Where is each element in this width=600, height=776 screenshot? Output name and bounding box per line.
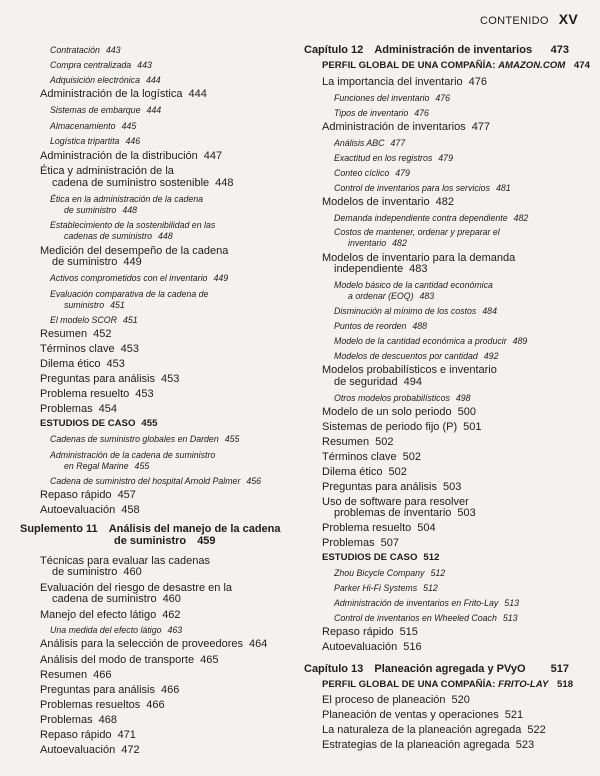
toc-entry-page: 492 bbox=[483, 351, 499, 361]
toc-entry bbox=[334, 107, 429, 119]
toc-entry-page: 477 bbox=[471, 121, 491, 133]
chapter-13-heading bbox=[304, 663, 569, 675]
toc-entry-title: Preguntas para análisis bbox=[40, 684, 155, 696]
toc-entry-title: Modelo básico de la cantidad económica bbox=[334, 280, 493, 290]
toc-entry-page: 462 bbox=[162, 609, 181, 621]
toc-entry bbox=[40, 504, 140, 516]
toc-entry-title: Administración de la distribución bbox=[40, 150, 198, 162]
toc-entry-title: Tipos de inventario bbox=[334, 108, 409, 118]
toc-entry-title: Conteo cíclico bbox=[334, 168, 390, 178]
toc-entry-title: Puntos de reorden bbox=[334, 321, 407, 331]
toc-entry-title: Problemas bbox=[322, 537, 375, 549]
toc-entry bbox=[50, 272, 228, 284]
toc-entry bbox=[334, 392, 471, 404]
toc-entry-title: Adquisición electrónica bbox=[50, 75, 140, 85]
toc-entry bbox=[322, 76, 487, 88]
toc-entry-page: 479 bbox=[438, 153, 453, 163]
toc-entry-page: 449 bbox=[123, 256, 142, 268]
toc-entry-title: ESTUDIOS DE CASO bbox=[322, 552, 418, 563]
supplement-label: Suplemento 11 bbox=[20, 523, 98, 535]
toc-entry-title: independiente bbox=[334, 263, 404, 275]
toc-entry-title: Establecimiento de la sostenibilidad en las bbox=[50, 220, 216, 230]
toc-entry-page: 482 bbox=[513, 213, 529, 223]
toc-entry-title: Manejo del efecto látigo bbox=[40, 609, 157, 621]
toc-entry bbox=[52, 256, 142, 268]
supplement-title-line2: de suministro bbox=[114, 535, 187, 547]
toc-entry-page: 448 bbox=[158, 231, 173, 241]
toc-entry-page: 454 bbox=[98, 403, 117, 415]
toc-entry-page: 488 bbox=[412, 321, 428, 331]
toc-entry-title: La importancia del inventario bbox=[322, 76, 463, 88]
toc-entry bbox=[322, 421, 481, 433]
toc-entry-page: 513 bbox=[504, 598, 519, 608]
toc-entry-page: 494 bbox=[403, 376, 422, 388]
toc-entry bbox=[322, 552, 439, 564]
toc-entry bbox=[40, 638, 267, 650]
toc-entry-page: 476 bbox=[414, 108, 429, 118]
toc-entry bbox=[40, 343, 139, 355]
toc-entry-title: Resumen bbox=[322, 436, 370, 448]
toc-entry-page: 502 bbox=[402, 451, 421, 463]
toc-entry-page: 443 bbox=[137, 60, 152, 70]
toc-entry-title: ESTUDIOS DE CASO bbox=[40, 418, 136, 429]
toc-entry-page: 453 bbox=[135, 388, 154, 400]
chapter-12-label: Capítulo 12 bbox=[304, 44, 364, 56]
toc-entry-title: Preguntas para análisis bbox=[322, 481, 437, 493]
toc-entry bbox=[322, 406, 476, 418]
toc-entry-title: Problema resuelto bbox=[40, 388, 130, 400]
toc-entry bbox=[322, 724, 546, 736]
toc-entry-title: Autoevaluación bbox=[40, 504, 116, 516]
toc-entry-page: 458 bbox=[121, 504, 140, 516]
toc-entry-page: 479 bbox=[395, 168, 410, 178]
toc-entry-title: Demanda independiente contra dependiente bbox=[334, 213, 508, 223]
toc-entry bbox=[334, 92, 450, 104]
toc-entry bbox=[50, 44, 121, 56]
toc-entry-page: 471 bbox=[117, 729, 136, 741]
toc-entry-page: 443 bbox=[105, 45, 121, 55]
toc-entry bbox=[322, 436, 393, 448]
supplement-title-line1: Análisis del manejo de la cadena bbox=[108, 523, 281, 535]
profile-page: 474 bbox=[573, 60, 590, 71]
toc-entry-title: Sistemas de embarque bbox=[50, 105, 141, 115]
chapter-12-heading bbox=[304, 44, 569, 56]
toc-entry-title: de suministro bbox=[64, 205, 117, 215]
chapter-13-label: Capítulo 13 bbox=[304, 663, 364, 675]
toc-entry-title: Activos comprometidos con el inventario bbox=[50, 273, 208, 283]
toc-entry-page: 500 bbox=[457, 406, 477, 418]
toc-entry-page: 503 bbox=[442, 481, 462, 493]
toc-entry bbox=[322, 481, 461, 493]
toc-entry-title: de suministro bbox=[52, 566, 118, 578]
toc-entry bbox=[64, 460, 149, 472]
toc-entry bbox=[334, 152, 453, 164]
toc-entry-title: Repaso rápido bbox=[40, 489, 112, 501]
toc-entry-title: Evaluación del riesgo de desastre en la bbox=[40, 582, 233, 594]
toc-entry-page: 453 bbox=[120, 343, 139, 355]
toc-entry-page: 498 bbox=[455, 393, 471, 403]
toc-entry bbox=[50, 120, 136, 132]
toc-entry-page: 452 bbox=[93, 328, 112, 340]
toc-entry bbox=[334, 212, 528, 224]
toc-entry bbox=[348, 237, 407, 249]
toc-entry-title: Cadena de suministro del hospital Arnold Palmer bbox=[50, 476, 241, 486]
toc-entry-title: Repaso rápido bbox=[322, 626, 394, 638]
toc-entry-title: Exactitud en los registros bbox=[334, 153, 433, 163]
toc-entry bbox=[50, 74, 161, 86]
toc-entry-page: 455 bbox=[134, 461, 150, 471]
toc-entry-title: cadena de suministro bbox=[52, 593, 157, 605]
toc-entry-page: 501 bbox=[463, 421, 482, 433]
toc-entry-title: cadenas de suministro bbox=[64, 231, 153, 241]
toc-entry-page: 483 bbox=[419, 291, 435, 301]
toc-entry-title: Modelos de descuentos por cantidad bbox=[334, 351, 478, 361]
chapter-12-title: Administración de inventarios bbox=[374, 44, 533, 56]
toc-entry-page: 481 bbox=[495, 183, 511, 193]
toc-entry-page: 464 bbox=[249, 638, 268, 650]
toc-entry bbox=[334, 612, 518, 624]
toc-entry-page: 489 bbox=[512, 336, 528, 346]
toc-entry-title: Control de inventarios en Wheeled Coach bbox=[334, 613, 497, 623]
toc-entry-title: Problemas bbox=[40, 714, 93, 726]
toc-entry bbox=[334, 567, 445, 579]
toc-entry-page: 444 bbox=[145, 75, 161, 85]
profile-label: PERFIL GLOBAL DE UNA COMPAÑÍA: bbox=[322, 60, 496, 71]
toc-entry bbox=[40, 88, 207, 100]
toc-entry-title: Administración de la logística bbox=[40, 88, 183, 100]
toc-entry bbox=[334, 182, 511, 194]
toc-entry-title: Administración de inventarios en Frito-Lay bbox=[334, 598, 499, 608]
toc-entry-title: Contratación bbox=[50, 45, 100, 55]
toc-entry-title: Funciones del inventario bbox=[334, 93, 430, 103]
toc-entry-page: 444 bbox=[188, 88, 207, 100]
toc-entry-title: Problemas bbox=[40, 403, 93, 415]
toc-entry bbox=[322, 451, 421, 463]
toc-entry bbox=[40, 609, 181, 621]
toc-entry-title: Disminución al mínimo de los costos bbox=[334, 306, 477, 316]
toc-entry bbox=[50, 104, 161, 116]
toc-entry-title: El modelo SCOR bbox=[50, 315, 117, 325]
toc-entry bbox=[322, 641, 422, 653]
toc-entry bbox=[40, 328, 111, 340]
supplement-heading-line2 bbox=[114, 535, 216, 547]
toc-entry-title: Almacenamiento bbox=[50, 121, 116, 131]
toc-entry bbox=[334, 376, 422, 388]
supplement-heading bbox=[20, 523, 281, 535]
toc-entry-title: Análisis ABC bbox=[334, 138, 385, 148]
toc-entry bbox=[322, 522, 436, 534]
toc-entry bbox=[334, 263, 427, 275]
toc-entry-page: 512 bbox=[423, 583, 438, 593]
toc-entry-title: Dilema ético bbox=[40, 358, 101, 370]
toc-entry-page: 448 bbox=[122, 205, 138, 215]
toc-entry bbox=[40, 654, 218, 666]
toc-entry-page: 457 bbox=[117, 489, 136, 501]
toc-entry bbox=[322, 364, 497, 376]
toc-entry bbox=[52, 566, 142, 578]
toc-entry-page: 468 bbox=[98, 714, 117, 726]
toc-entry-title: Sistemas de periodo fijo (P) bbox=[322, 421, 458, 433]
toc-entry bbox=[322, 694, 470, 706]
toc-entry bbox=[334, 320, 427, 332]
toc-entry bbox=[52, 177, 234, 189]
toc-entry-page: 453 bbox=[106, 358, 125, 370]
toc-entry-page: 502 bbox=[375, 436, 394, 448]
toc-entry-page: 504 bbox=[417, 522, 436, 534]
toc-entry bbox=[348, 290, 434, 302]
toc-entry bbox=[40, 684, 179, 696]
toc-entry-page: 445 bbox=[121, 121, 137, 131]
toc-entry-page: 513 bbox=[502, 613, 518, 623]
toc-entry bbox=[334, 507, 476, 519]
toc-entry-title: suministro bbox=[64, 300, 105, 310]
toc-entry-page: 455 bbox=[224, 434, 240, 444]
toc-entry-page: 460 bbox=[162, 593, 181, 605]
toc-entry bbox=[40, 165, 174, 177]
toc-entry-title: Costos de mantener, ordenar y preparar el bbox=[334, 227, 500, 237]
toc-entry-page: 449 bbox=[213, 273, 229, 283]
toc-entry-title: Modelos de inventario bbox=[322, 196, 430, 208]
toc-entry-title: Administración de la cadena de suministro bbox=[50, 450, 216, 460]
toc-entry bbox=[50, 314, 138, 326]
toc-entry-page: 453 bbox=[160, 373, 180, 385]
toc-entry-title: Evaluación comparativa de la cadena de bbox=[50, 289, 209, 299]
toc-entry-page: 447 bbox=[203, 150, 223, 162]
toc-entry-page: 446 bbox=[125, 136, 141, 146]
toc-entry-page: 512 bbox=[423, 552, 440, 563]
chapter-13-title: Planeación agregada y PVyO bbox=[374, 663, 526, 675]
toc-entry-title: Cadenas de suministro globales en Darden bbox=[50, 434, 219, 444]
toc-entry bbox=[322, 121, 490, 133]
toc-entry bbox=[334, 350, 498, 362]
toc-entry bbox=[50, 59, 152, 71]
toc-entry-title: Preguntas para análisis bbox=[40, 373, 155, 385]
chapter-12-page: 473 bbox=[550, 44, 569, 56]
toc-entry-page: 483 bbox=[409, 263, 428, 275]
toc-entry-title: Autoevaluación bbox=[40, 744, 116, 756]
toc-entry-title: Técnicas para evaluar las cadenas bbox=[40, 555, 210, 567]
toc-entry-title: en Regal Marine bbox=[64, 461, 129, 471]
toc-entry-page: 521 bbox=[504, 709, 524, 721]
toc-entry-page: 444 bbox=[146, 105, 162, 115]
toc-entry bbox=[64, 230, 173, 242]
toc-entry-page: 516 bbox=[403, 641, 422, 653]
toc-entry bbox=[322, 466, 407, 478]
toc-entry-page: 477 bbox=[390, 138, 406, 148]
toc-entry-title: Parker Hi-Fi Systems bbox=[334, 583, 418, 593]
toc-entry bbox=[334, 582, 438, 594]
toc-entry-title: Administración de inventarios bbox=[322, 121, 466, 133]
running-header bbox=[480, 11, 578, 27]
toc-entry-title: cadena de suministro sostenible bbox=[52, 177, 210, 189]
toc-entry-title: Resumen bbox=[40, 328, 88, 340]
toc-entry-page: 455 bbox=[141, 418, 158, 429]
toc-entry bbox=[50, 475, 261, 487]
toc-entry-title: Repaso rápido bbox=[40, 729, 112, 741]
toc-entry-title: Estrategias de la planeación agregada bbox=[322, 739, 510, 751]
toc-entry-title: Análisis para la selección de proveedores bbox=[40, 638, 244, 650]
chapter-13-page: 517 bbox=[550, 663, 569, 675]
toc-entry bbox=[40, 373, 179, 385]
toc-entry-page: 448 bbox=[215, 177, 234, 189]
toc-entry-page: 466 bbox=[93, 669, 112, 681]
toc-entry-title: Ética y administración de la bbox=[40, 165, 174, 177]
toc-entry bbox=[52, 593, 181, 605]
toc-entry-page: 476 bbox=[435, 93, 451, 103]
page-number: XV bbox=[558, 11, 578, 27]
toc-entry-title: Modelos de inventario para la demanda bbox=[322, 252, 516, 264]
toc-entry-title: Modelo de un solo periodo bbox=[322, 406, 452, 418]
toc-entry-title: Términos clave bbox=[40, 343, 115, 355]
toc-entry bbox=[334, 137, 405, 149]
toc-entry bbox=[322, 709, 523, 721]
toc-entry bbox=[322, 739, 534, 751]
toc-entry bbox=[322, 196, 454, 208]
toc-entry-page: 482 bbox=[435, 196, 454, 208]
toc-entry-title: Logística tripartita bbox=[50, 136, 120, 146]
toc-entry bbox=[40, 489, 136, 501]
toc-entry bbox=[40, 699, 165, 711]
toc-entry-title: Compra centralizada bbox=[50, 60, 132, 70]
toc-entry bbox=[40, 403, 117, 415]
toc-entry-title: de seguridad bbox=[334, 376, 398, 388]
toc-entry bbox=[64, 299, 125, 311]
toc-entry-title: Modelo de la cantidad económica a producir bbox=[334, 336, 507, 346]
toc-entry-title: Autoevaluación bbox=[322, 641, 398, 653]
toc-entry-title: Control de inventarios para los servicios bbox=[334, 183, 490, 193]
toc-entry bbox=[322, 626, 418, 638]
toc-entry-title: Problema resuelto bbox=[322, 522, 412, 534]
toc-entry bbox=[40, 669, 111, 681]
toc-entry-page: 515 bbox=[399, 626, 418, 638]
toc-entry-page: 456 bbox=[246, 476, 262, 486]
toc-entry-page: 460 bbox=[123, 566, 142, 578]
toc-entry-title: Medición del desempeño de la cadena bbox=[40, 245, 229, 257]
toc-entry bbox=[40, 714, 117, 726]
toc-entry-page: 484 bbox=[482, 306, 497, 316]
toc-entry bbox=[334, 335, 527, 347]
toc-entry bbox=[322, 537, 399, 549]
toc-entry-page: 463 bbox=[167, 625, 183, 635]
toc-entry-title: problemas de inventario bbox=[334, 507, 452, 519]
toc-entry-title: inventario bbox=[348, 238, 387, 248]
toc-entry-page: 466 bbox=[146, 699, 165, 711]
toc-entry bbox=[50, 624, 182, 636]
toc-entry-title: El proceso de planeación bbox=[322, 694, 446, 706]
toc-entry bbox=[40, 150, 222, 162]
toc-entry bbox=[40, 744, 140, 756]
toc-entry-page: 472 bbox=[121, 744, 140, 756]
toc-entry-page: 476 bbox=[468, 76, 487, 88]
chapter-12-profile bbox=[322, 60, 590, 72]
toc-entry-page: 512 bbox=[430, 568, 446, 578]
toc-entry-title: Problemas resueltos bbox=[40, 699, 141, 711]
toc-entry bbox=[334, 167, 410, 179]
toc-entry-page: 523 bbox=[515, 739, 535, 751]
chapter-13-profile bbox=[322, 679, 573, 691]
profile-company: AMAZON.COM bbox=[498, 60, 566, 71]
toc-entry-page: 482 bbox=[392, 238, 407, 248]
toc-entry bbox=[50, 433, 239, 445]
toc-entry-title: Modelos probabilísticos e inventario bbox=[322, 364, 497, 376]
toc-entry-title: Uso de software para resolver bbox=[322, 496, 469, 508]
toc-entry-page: 451 bbox=[110, 300, 125, 310]
supplement-page: 459 bbox=[197, 535, 216, 547]
toc-entry-page: 507 bbox=[380, 537, 399, 549]
toc-entry-title: a ordenar (EOQ) bbox=[348, 291, 414, 301]
profile-label: PERFIL GLOBAL DE UNA COMPAÑÍA: bbox=[322, 679, 496, 690]
toc-entry-page: 465 bbox=[200, 654, 219, 666]
toc-entry bbox=[40, 358, 125, 370]
toc-entry-title: de suministro bbox=[52, 256, 118, 268]
toc-entry-page: 451 bbox=[122, 315, 138, 325]
toc-entry bbox=[40, 729, 136, 741]
toc-entry-page: 503 bbox=[457, 507, 476, 519]
toc-entry-page: 502 bbox=[388, 466, 407, 478]
toc-entry-title: La naturaleza de la planeación agregada bbox=[322, 724, 522, 736]
toc-entry-title: Términos clave bbox=[322, 451, 397, 463]
profile-company: FRITO-LAY bbox=[498, 679, 549, 690]
section-title: CONTENIDO bbox=[480, 15, 549, 27]
toc-entry-title: Otros modelos probabilísticos bbox=[334, 393, 450, 403]
toc-entry-title: Dilema ético bbox=[322, 466, 383, 478]
toc-entry bbox=[40, 418, 157, 430]
toc-entry bbox=[334, 305, 497, 317]
profile-page: 518 bbox=[557, 679, 574, 690]
toc-entry-title: Planeación de ventas y operaciones bbox=[322, 709, 499, 721]
toc-entry-title: Resumen bbox=[40, 669, 88, 681]
toc-entry-title: Análisis del modo de transporte bbox=[40, 654, 195, 666]
toc-entry-title: Ética en la administración de la cadena bbox=[50, 194, 204, 204]
toc-entry-title: Una medida del efecto látigo bbox=[50, 625, 162, 635]
toc-entry-page: 522 bbox=[527, 724, 546, 736]
toc-entry-page: 520 bbox=[451, 694, 470, 706]
toc-entry bbox=[50, 135, 140, 147]
toc-entry-title: Zhou Bicycle Company bbox=[334, 568, 425, 578]
toc-entry-page: 466 bbox=[160, 684, 180, 696]
toc-entry bbox=[334, 597, 519, 609]
toc-entry bbox=[64, 204, 137, 216]
toc-entry bbox=[40, 388, 154, 400]
